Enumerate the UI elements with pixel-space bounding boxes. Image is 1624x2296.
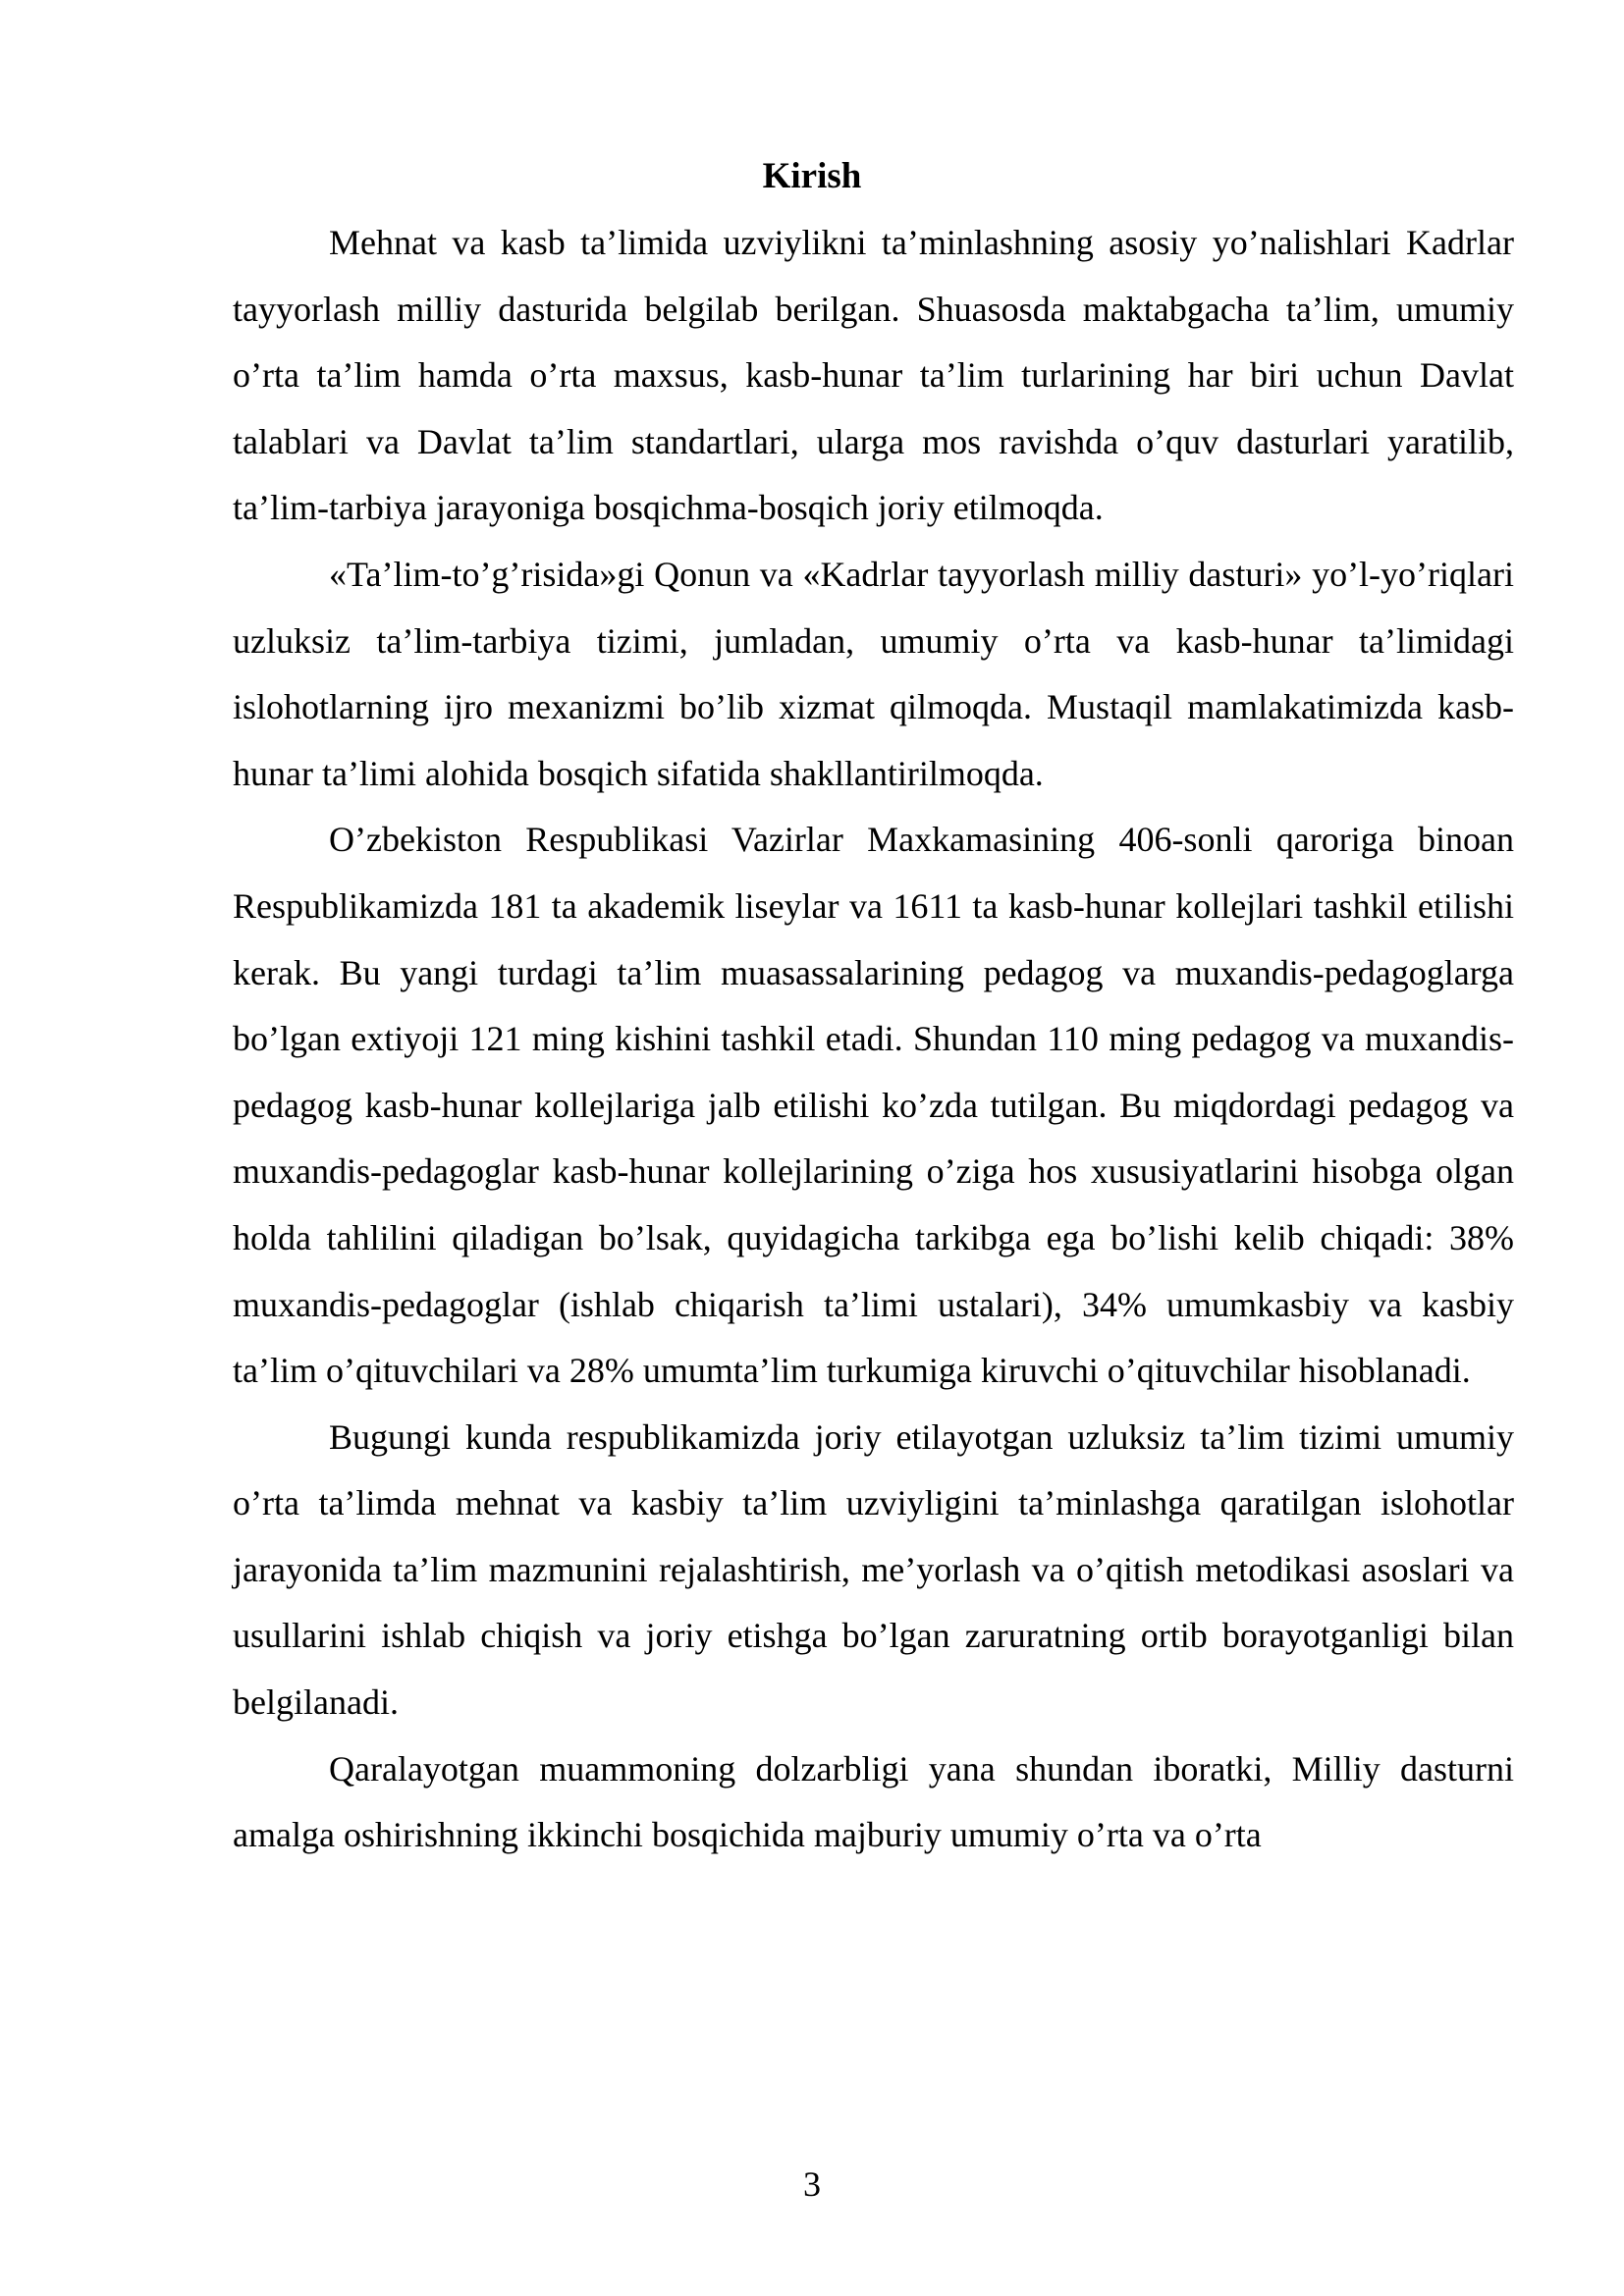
paragraph: Mehnat va kasb ta’limida uzviylikni ta’minlashning asosiy yo’nalishlari Kadrlar tayyorlash milliy dasturida belgilab berilgan. Shuasosda maktabgacha ta’lim, umumiy o’rta ta’lim hamda o’rta maxsus, kasb-hunar ta’lim turlarining har biri uchun Davlat talablari va Davlat ta’lim standartlari, ularga mos ravishda o’quv dasturlari yaratilib, ta’lim-tarbiya jarayoniga bosqichma-bosqich joriy etilmoqda.	[233, 223, 1514, 528]
section-heading: Kirish	[762, 156, 862, 196]
paragraph: «Ta’lim-to’g’risida»gi Qonun va «Kadrlar tayyorlash milliy dasturi» yo’l-yo’riqlari uzluksiz ta’lim-tarbiya tizimi, jumladan, umumiy o’rta va kasb-hunar ta’limidagi islohotlarning ijro mexanizmi bo’lib xizmat qilmoqda. Mustaqil mamlakatimizda kasb-hunar ta’limi alohida bosqich sifatida shakllantirilmoqda.	[233, 554, 1514, 793]
paragraph: O’zbekiston Respublikasi Vazirlar Maxkamasining 406-sonli qaroriga binoan Respublikamizda 181 ta akademik liseylar va 1611 ta kasb-hunar kollejlari tashkil etilishi kerak. Bu yangi turdagi ta’lim muasassalarining pedagog va muxandis-pedagoglarga bo’lgan extiyoji 121 ming kishini tashkil etadi. Shundan 110 ming pedagog va muxandis-pedagog kasb-hunar kollejlariga jalb etilishi ko’zda tutilgan. Bu miqdordagi pedagog va muxandis-pedagoglar kasb-hunar kollejlarining o’ziga hos xususiyatlarini hisobga olgan holda tahlilini qiladigan bo’lsak, quyidagicha tarkibga ega bo’lishi kelib chiqadi: 38% muxandis-pedagoglar (ishlab chiqarish ta’limi ustalari), 34% umumkasbiy va kasbiy ta’lim o’qituvchilari va 28% umumta’lim turkumiga kiruvchi o’qituvchilar hisoblanadi.	[233, 820, 1514, 1391]
paragraph: Qaralayotgan muammoning dolzarbligi yana shundan iboratki, Milliy dasturni amalga oshirishning ikkinchi bosqichida majburiy umumiy o’rta va o’rta	[233, 1748, 1514, 1855]
paragraph: Bugungi kunda respublikamizda joriy etilayotgan uzluksiz ta’lim tizimi umumiy o’rta ta’limda mehnat va kasbiy ta’lim uzviyligini ta’minlashga qaratilgan islohotlar jarayonida ta’lim mazmunini rejalashtirish, me’yorlash va o’qitish metodikasi asoslari va usullarini ishlab chiqish va joriy etishga bo’lgan zaruratning ortib borayotganligi bilan belgilanadi.	[233, 1416, 1514, 1723]
body-text	[233, 210, 1514, 1869]
page-number: 3	[803, 2164, 821, 2204]
